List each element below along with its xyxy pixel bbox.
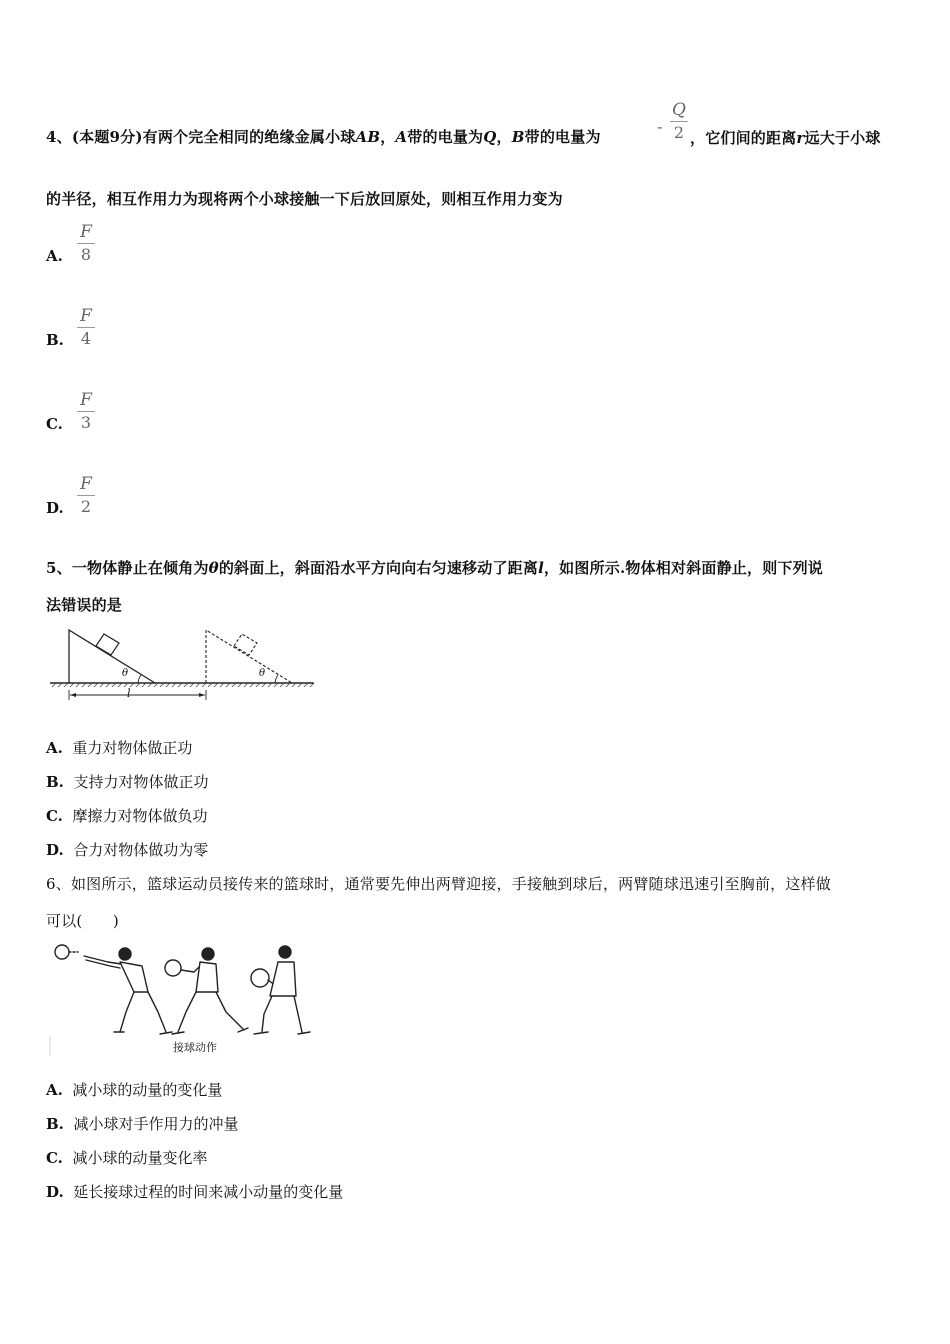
frac-denominator: 3	[80, 413, 92, 432]
option-letter: C.	[46, 1149, 63, 1167]
incline-theta-label-1: θ	[122, 668, 129, 679]
option-letter: C.	[46, 807, 63, 825]
incline-theta-label-2: θ	[259, 668, 266, 679]
q4-option-c-fraction[interactable]	[77, 390, 95, 433]
q5-text: 的斜面上，斜面沿水平方向向右匀速移动了距离	[218, 559, 539, 577]
option-text: 摩擦力对物体做负功	[72, 807, 208, 825]
option-letter: B.	[46, 773, 64, 791]
q4-option-d-letter[interactable]: D.	[46, 499, 64, 517]
q5-option-a[interactable]	[46, 738, 192, 758]
frac-denominator: 8	[80, 245, 92, 264]
q5-stem-line2: 法错误的是	[46, 596, 123, 614]
q4-neg-sign: -	[657, 117, 663, 136]
frac-numerator: F	[80, 222, 92, 242]
option-text: 重力对物体做正功	[72, 739, 193, 757]
q4-stem-line1	[46, 127, 601, 147]
q4-option-b-letter[interactable]: B.	[46, 331, 64, 349]
q4-stem-line2: 的半径，相互作用力为现将两个小球接触一下后放回原处，则相互作用力变为	[46, 190, 563, 208]
option-letter: D.	[46, 841, 64, 859]
q5-option-d[interactable]	[46, 840, 208, 860]
q5-option-b[interactable]	[46, 772, 208, 792]
q4-text: 带的电量为	[407, 128, 484, 146]
q4-ab: AB	[355, 128, 381, 146]
q4-text2: 带的电量为	[524, 128, 601, 146]
basketball-figure-caption: 接球动作	[173, 1041, 217, 1054]
q4-b: B	[511, 128, 525, 146]
option-letter: D.	[46, 1183, 64, 1201]
q6-option-c[interactable]	[46, 1148, 207, 1168]
q6-stem-line1: 6、如图所示，篮球运动员接传来的篮球时，通常要先伸出两臂迎接，手接触到球后，两臂随球迅速引至胸前，这样做	[46, 875, 831, 893]
q4-option-a-fraction[interactable]	[77, 222, 95, 265]
frac-denominator: 2	[673, 123, 685, 142]
q6-option-d[interactable]	[46, 1182, 343, 1202]
incline-diagram	[46, 624, 318, 704]
q5-text2: ，如图所示.物体相对斜面静止，则下列说	[543, 559, 823, 577]
q4-punct: ，	[380, 128, 396, 146]
q4-option-b-fraction[interactable]	[77, 306, 95, 349]
q4-prefix: 4、(本题9分)有两个完全相同的绝缘金属小球	[46, 128, 356, 146]
q4-option-c-letter[interactable]: C.	[46, 415, 63, 433]
frac-numerator: F	[80, 390, 92, 410]
q4-punct2: ，	[496, 128, 512, 146]
q6-stem-line2: 可以( )	[46, 912, 119, 930]
incline-distance-label: l	[127, 687, 131, 700]
option-letter: B.	[46, 1115, 64, 1133]
option-text: 减小球对手作用力的冲量	[73, 1115, 239, 1133]
q4-text4: 远大于小球	[804, 129, 881, 147]
frac-numerator: Q	[672, 100, 686, 120]
option-text: 延长接球过程的时间来减小动量的变化量	[73, 1183, 344, 1201]
q5-option-c[interactable]	[46, 806, 207, 826]
q6-option-a[interactable]	[46, 1080, 222, 1100]
option-text: 减小球的动量的变化量	[72, 1081, 223, 1099]
option-letter: A.	[46, 1081, 63, 1099]
q5-theta: θ	[208, 559, 219, 577]
q4-option-a-letter[interactable]: A.	[46, 247, 63, 265]
q4-option-d-fraction[interactable]	[77, 474, 95, 517]
q5-prefix: 5、一物体静止在倾角为	[46, 559, 209, 577]
option-text: 减小球的动量变化率	[72, 1149, 208, 1167]
q6-option-b[interactable]	[46, 1114, 238, 1134]
q5-stem-line1	[46, 558, 823, 578]
q4-q: Q	[483, 128, 497, 146]
option-text: 合力对物体做功为零	[73, 841, 209, 859]
frac-numerator: F	[80, 306, 92, 326]
q4-charge-fraction	[670, 100, 688, 143]
option-letter: A.	[46, 739, 63, 757]
q4-r: r	[796, 129, 805, 147]
q4-a: A	[395, 128, 408, 146]
frac-denominator: 2	[80, 497, 92, 516]
option-text: 支持力对物体做正功	[73, 773, 209, 791]
frac-denominator: 4	[80, 329, 92, 348]
frac-numerator: F	[80, 474, 92, 494]
q4-stem-line1-end	[690, 127, 881, 148]
q4-text3: ，它们间的距离	[690, 129, 797, 147]
q5-l: l	[538, 559, 544, 577]
